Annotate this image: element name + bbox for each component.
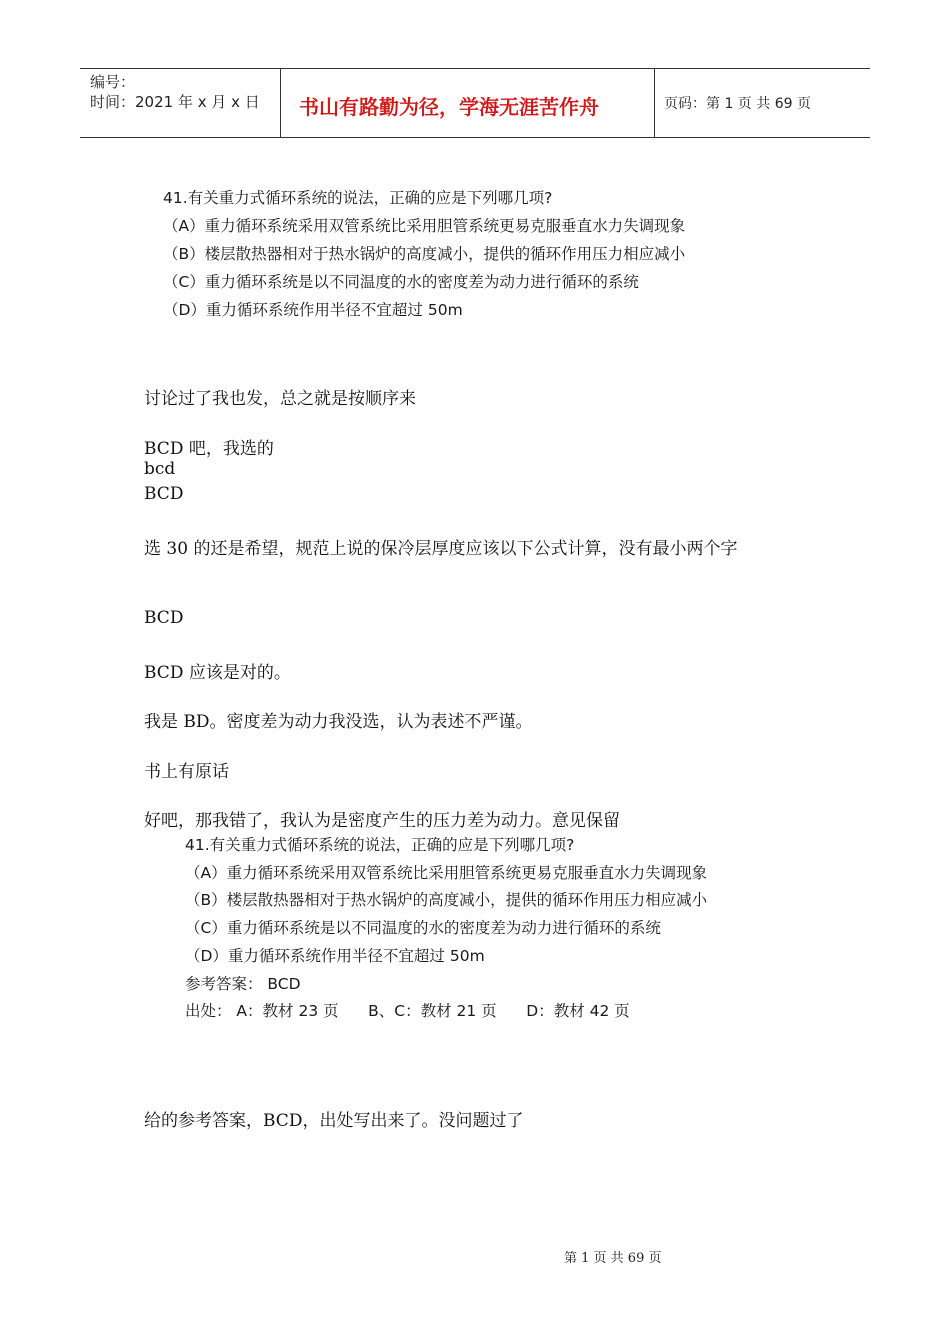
discussion-paragraph: BCD 吧，我选的 bbox=[144, 439, 274, 459]
page-header bbox=[80, 68, 870, 138]
question-option-b: （B）楼层散热器相对于热水锅炉的高度减小，提供的循环作用压力相应减小 bbox=[163, 245, 686, 263]
question-option-c: （C）重力循环系统是以不同温度的水的密度差为动力进行循环的系统 bbox=[163, 273, 639, 291]
question-option-a: （A）重力循环系统采用双管系统比采用胆管系统更易克服垂直水力失调现象 bbox=[185, 864, 708, 882]
question-title: 41.有关重力式循环系统的说法，正确的应是下列哪几项? bbox=[185, 836, 575, 854]
document-date-label: 时间：2021 年 x 月 x 日 bbox=[90, 93, 260, 111]
header-motto: 书山有路勤为径，学海无涯苦作舟 bbox=[299, 95, 599, 119]
discussion-paragraph: BCD bbox=[144, 608, 184, 628]
question-option-b: （B）楼层散热器相对于热水锅炉的高度减小，提供的循环作用压力相应减小 bbox=[185, 891, 708, 909]
header-page-info: 页码：第 1 页 共 69 页 bbox=[664, 96, 811, 112]
discussion-paragraph: 讨论过了我也发，总之就是按顺序来 bbox=[144, 389, 416, 409]
discussion-paragraph: 我是 BD。密度差为动力我没选，认为表述不严谨。 bbox=[144, 712, 533, 732]
question-option-d: （D）重力循环系统作用半径不宜超过 50m bbox=[185, 947, 485, 965]
discussion-paragraph: bcd bbox=[144, 459, 176, 479]
question-option-c: （C）重力循环系统是以不同温度的水的密度差为动力进行循环的系统 bbox=[185, 919, 661, 937]
discussion-paragraph: 书上有原话 bbox=[144, 762, 229, 782]
header-motto-cell bbox=[281, 69, 655, 137]
header-meta-cell bbox=[80, 69, 281, 137]
document-number-label: 编号： bbox=[90, 73, 136, 91]
discussion-paragraph: 好吧，那我错了，我认为是密度产生的压力差为动力。意见保留 bbox=[144, 811, 620, 831]
discussion-paragraph: BCD 应该是对的。 bbox=[144, 663, 291, 683]
closing-paragraph: 给的参考答案，BCD，出处写出来了。没问题过了 bbox=[144, 1111, 524, 1131]
reference-answer: 参考答案： BCD bbox=[185, 975, 301, 993]
discussion-paragraph: BCD bbox=[144, 484, 184, 504]
question-option-d: （D）重力循环系统作用半径不宜超过 50m bbox=[163, 301, 463, 319]
answer-source: 出处： A：教材 23 页 B、C：教材 21 页 D：教材 42 页 bbox=[185, 1002, 630, 1020]
question-title: 41.有关重力式循环系统的说法，正确的应是下列哪几项? bbox=[163, 189, 553, 207]
page-footer: 第 1 页 共 69 页 bbox=[564, 1251, 662, 1266]
question-option-a: （A）重力循环系统采用双管系统比采用胆管系统更易克服垂直水力失调现象 bbox=[163, 217, 686, 235]
discussion-paragraph: 选 30 的还是希望，规范上说的保冷层厚度应该以下公式计算，没有最小两个字 bbox=[144, 539, 738, 559]
